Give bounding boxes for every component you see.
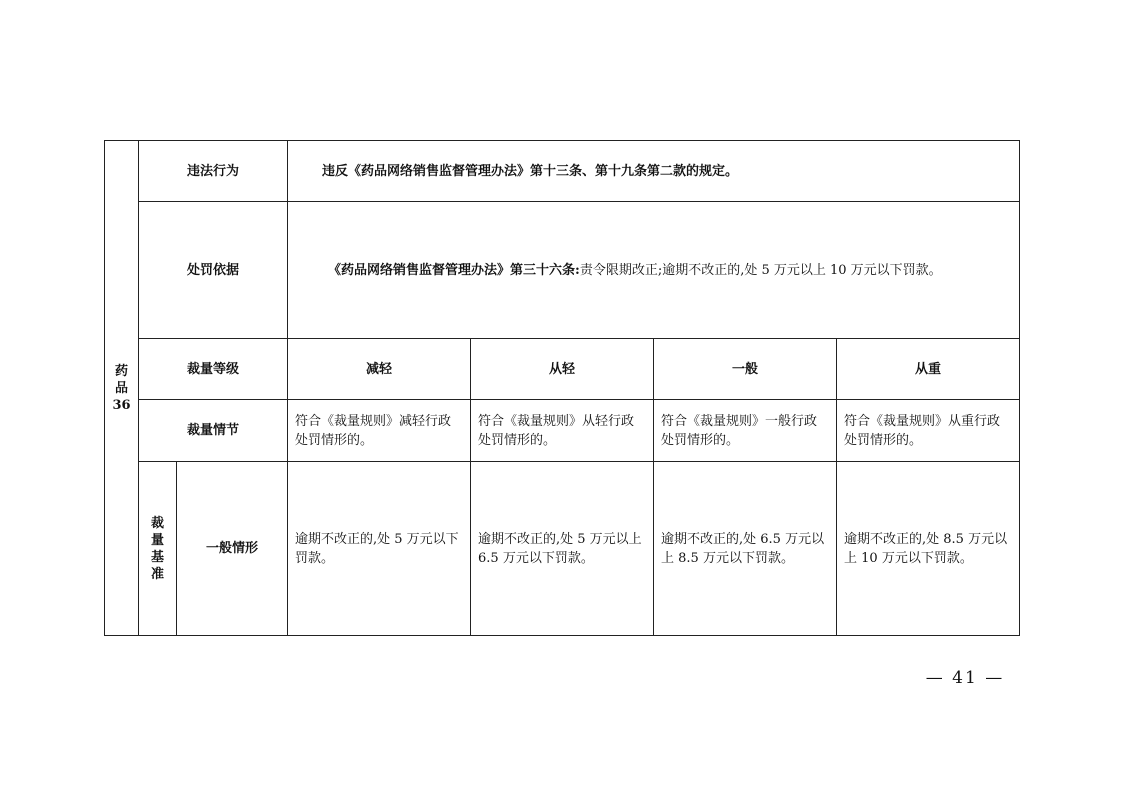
row-violation — [105, 141, 1020, 202]
standard-char-2: 量 — [150, 532, 164, 548]
category-cell — [105, 141, 139, 636]
basis-content — [288, 202, 1020, 339]
basis-text: 责令限期改正;逾期不改正的,处 5 万元以上 10 万元以下罚款。 — [579, 262, 942, 278]
standard-cell — [139, 462, 177, 636]
standard-char-1: 裁 — [150, 515, 164, 531]
circumstance-mitigated: 符合《裁量规则》减轻行政处罚情形的。 — [288, 400, 471, 462]
row-basis — [105, 202, 1020, 339]
circumstance-severe: 符合《裁量规则》从重行政处罚情形的。 — [837, 400, 1020, 462]
standard-severe: 逾期不改正的,处 8.5 万元以上 10 万元以下罚款。 — [837, 462, 1020, 636]
level-lenient: 从轻 — [471, 339, 654, 400]
category-char-2: 品 — [114, 380, 128, 396]
page-number: — 41 — — [925, 668, 1005, 688]
row-circumstances — [105, 400, 1020, 462]
circumstances-label: 裁量情节 — [139, 400, 288, 462]
standard-mitigated: 逾期不改正的,处 5 万元以下罚款。 — [288, 462, 471, 636]
category-number: 36 — [112, 397, 131, 413]
row-levels — [105, 339, 1020, 400]
circumstance-general: 符合《裁量规则》一般行政处罚情形的。 — [654, 400, 837, 462]
violation-label: 违法行为 — [139, 141, 288, 202]
category-char-1: 药 — [114, 363, 128, 379]
standard-general: 逾期不改正的,处 6.5 万元以上 8.5 万元以下罚款。 — [654, 462, 837, 636]
level-mitigated: 减轻 — [288, 339, 471, 400]
circumstance-lenient: 符合《裁量规则》从轻行政处罚情形的。 — [471, 400, 654, 462]
standard-case-label: 一般情形 — [177, 462, 288, 636]
level-severe: 从重 — [837, 339, 1020, 400]
levels-label: 裁量等级 — [139, 339, 288, 400]
standard-char-3: 基 — [150, 549, 164, 565]
violation-text: 违反《药品网络销售监督管理办法》第十三条、第十九条第二款的规定。 — [288, 141, 1020, 202]
basis-label: 处罚依据 — [139, 202, 288, 339]
standard-lenient: 逾期不改正的,处 5 万元以上 6.5 万元以下罚款。 — [471, 462, 654, 636]
row-standard — [105, 462, 1020, 636]
standard-char-4: 准 — [150, 566, 164, 582]
penalty-table — [104, 140, 1020, 636]
basis-title: 《药品网络销售监督管理办法》第三十六条: — [328, 262, 580, 278]
level-general: 一般 — [654, 339, 837, 400]
